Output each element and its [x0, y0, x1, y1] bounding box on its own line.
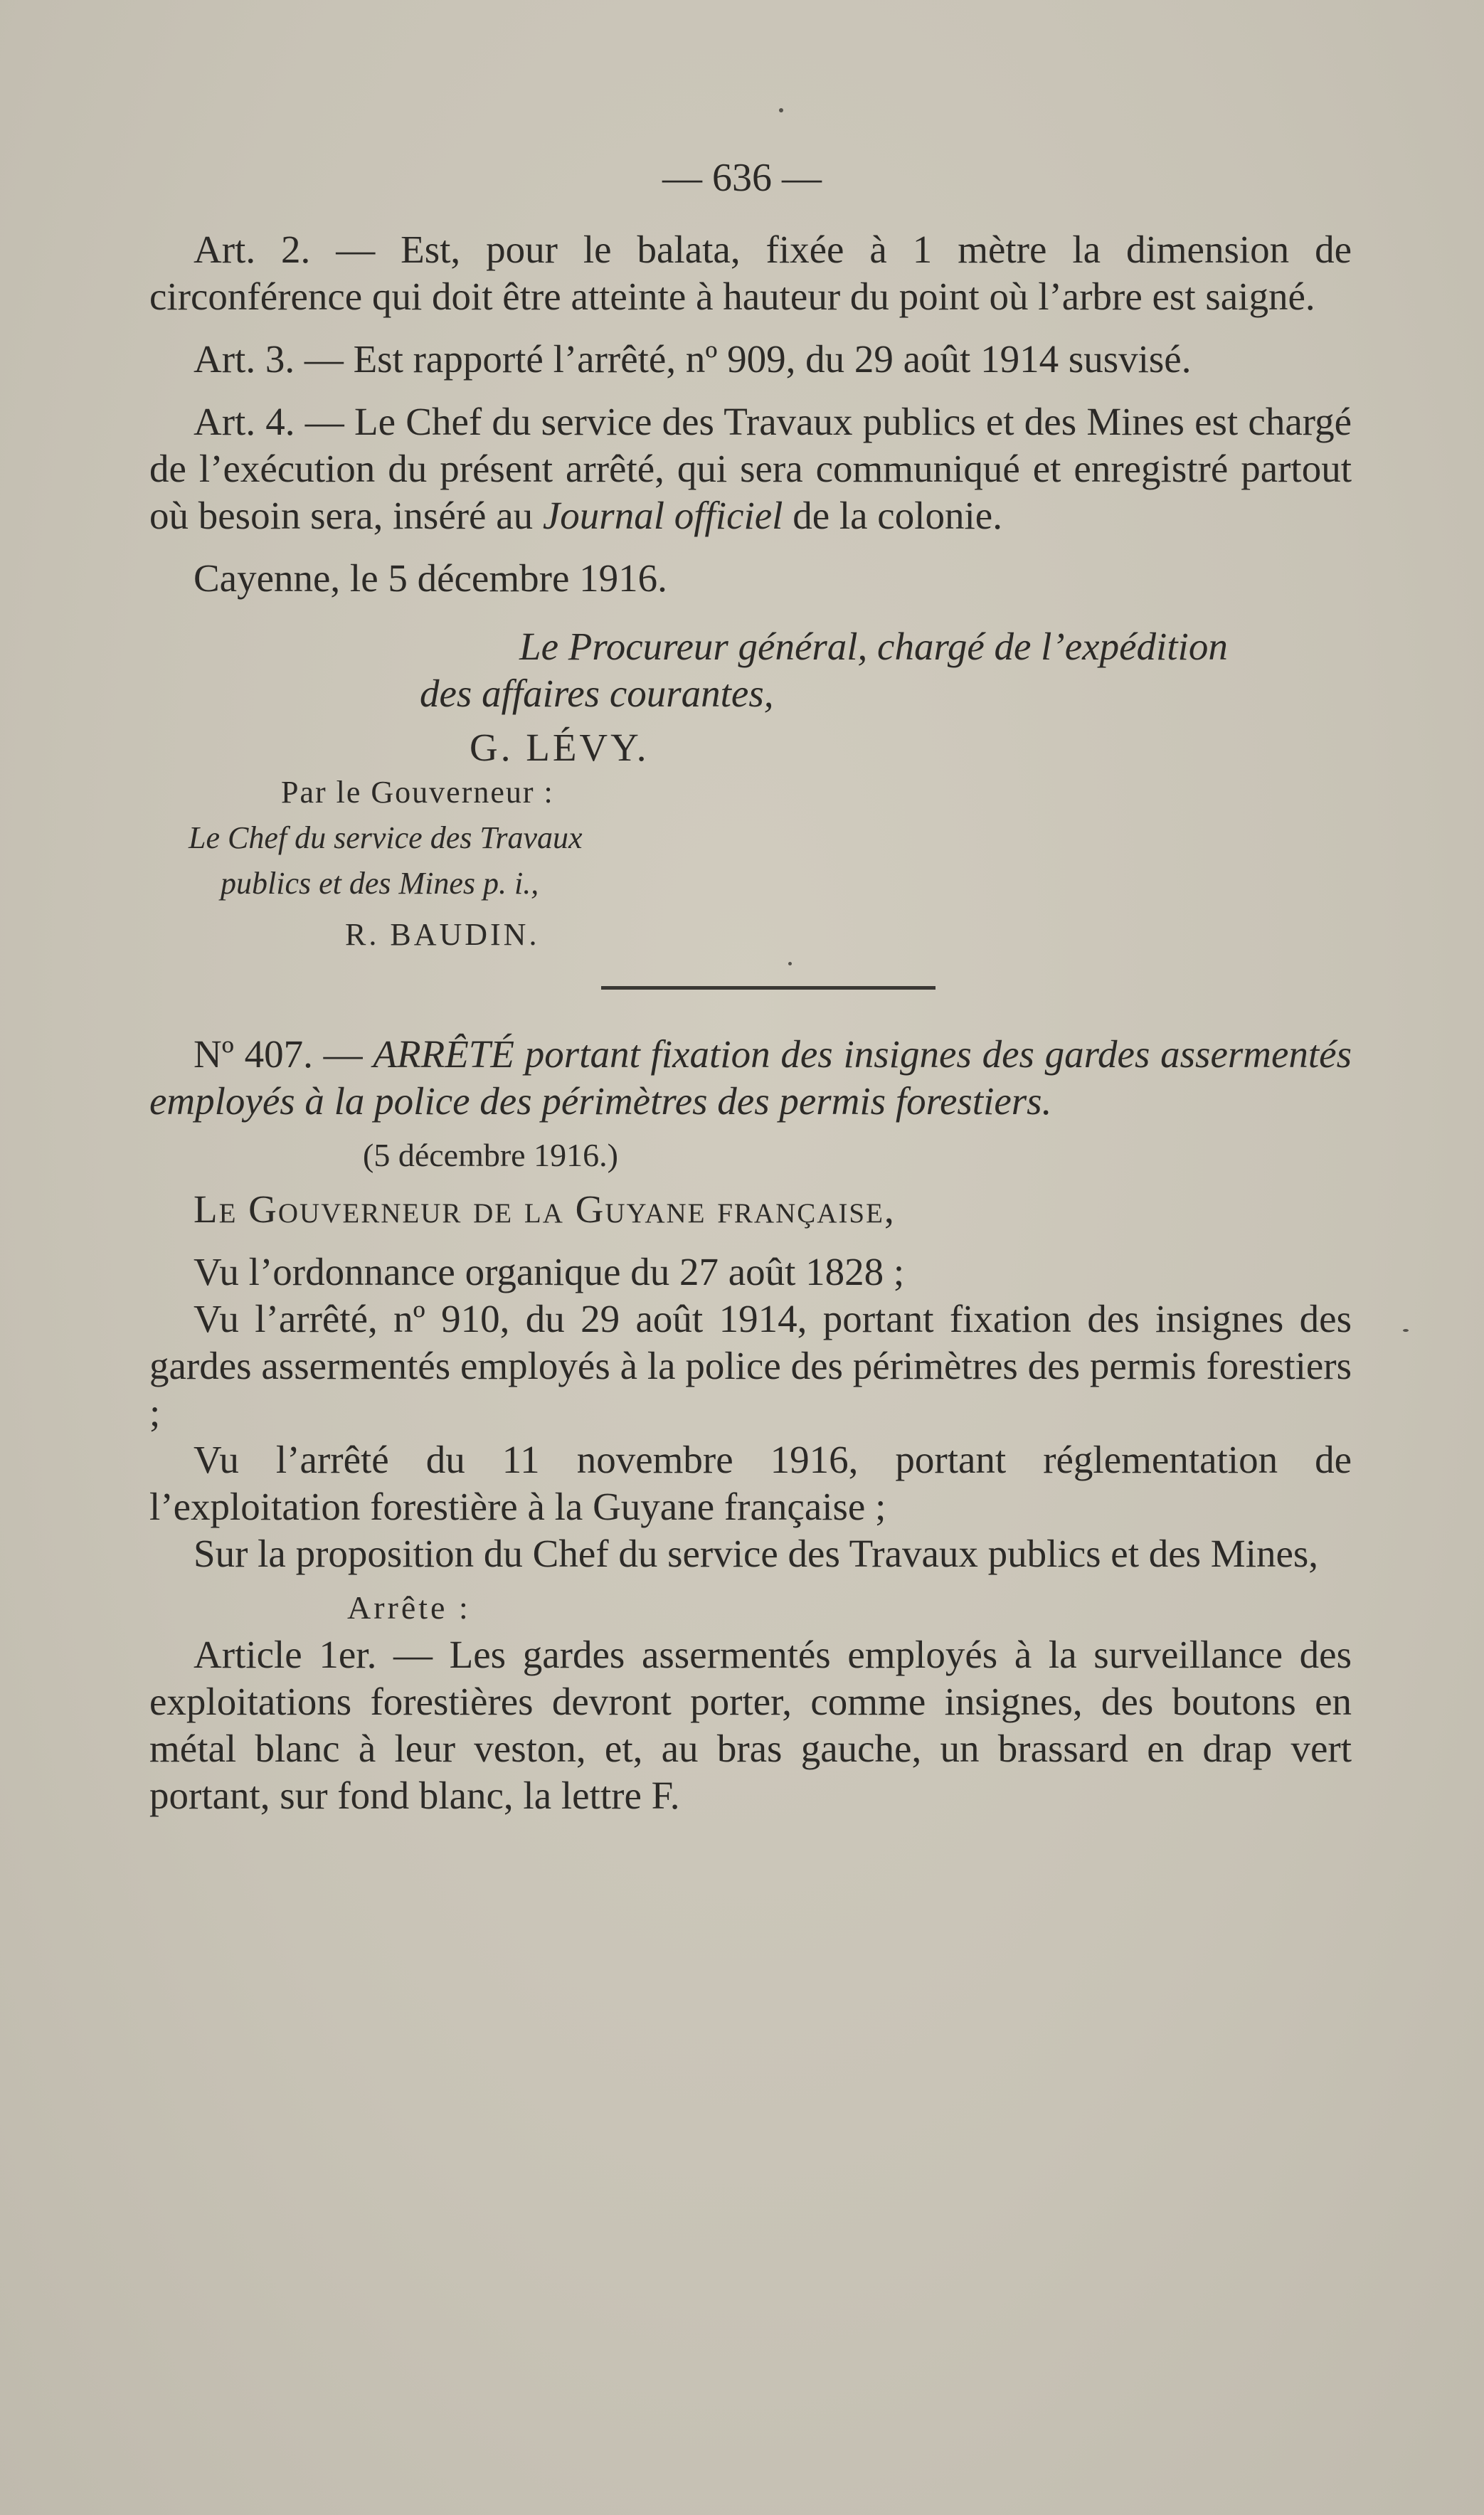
ink-speck [779, 108, 783, 112]
vu-ordonnance: Vu l’ordonnance organique du 27 août 1828 ; [194, 1250, 905, 1293]
countersign-name: R. BAUDIN. [345, 917, 540, 952]
article-4-end: de la colonie. [783, 494, 1002, 537]
journal-officiel: Journal officiel [542, 494, 783, 537]
article-4-text: Art. 4. — Le Chef du service des Travaux publics et des Mines est chargé de l’exécution du présent arrêté, qui sera communiqué et enregistré partout où besoin sera, inséré au [149, 400, 1352, 537]
countersign-line-1: Par le Gouverneur : [281, 775, 554, 810]
decree-heading [149, 1031, 1352, 1125]
arrete-heading: Arrête : [347, 1589, 471, 1626]
section-divider [601, 986, 936, 990]
signatory-name: G. LÉVY. [470, 726, 650, 769]
place-date: Cayenne, le 5 décembre 1916. [194, 556, 667, 600]
proposal: Sur la proposition du Chef du service des Travaux publics et des Mines, [194, 1532, 1319, 1575]
vu-arrete-11-novembre: Vu l’arrêté du 11 novembre 1916, portant réglementation de l’exploitation forestière à la Guyane française ; [149, 1438, 1352, 1528]
article-3: Art. 3. — Est rapporté l’arrêté, nº 909, du 29 août 1914 susvisé. [194, 337, 1192, 381]
decree-authority: Le Gouverneur de la Guyane française, [194, 1187, 896, 1231]
page-number: — 636 — [662, 156, 822, 200]
countersign-line-3: publics et des Mines p. i., [221, 866, 539, 901]
signatory-title-2: des affaires courantes, [420, 672, 774, 715]
decree-date: (5 décembre 1916.) [363, 1137, 618, 1173]
decree-title: ARRÊTÉ portant fixation des insignes des gardes assermentés employés à la police des périmètres des permis forestiers. [149, 1032, 1352, 1123]
article-2: Art. 2. — Est, pour le balata, fixée à 1 mètre la dimension de circonférence qui doit être atteinte à hauteur du point où l’arbre est saigné. [149, 228, 1352, 318]
vu-arrete-910: Vu l’arrêté, nº 910, du 29 août 1914, portant fixation des insignes des gardes assermentés employés à la police des périmètres des permis forestiers ; [149, 1297, 1352, 1434]
countersign-line-2: Le Chef du service des Travaux [189, 820, 583, 855]
article-1: Article 1er. — Les gardes assermentés employés à la surveillance des exploitations forestières devront porter, comme insignes, des boutons en métal blanc à leur veston, et, au bras gauche, un brassard en drap vert portant, sur fond blanc, la lettre F. [149, 1633, 1352, 1817]
decree-number: Nº 407. — [194, 1032, 373, 1076]
ink-speck [788, 962, 792, 965]
text-block [149, 226, 1352, 1819]
article-4 [149, 398, 1352, 539]
signatory-title-1: Le Procureur général, chargé de l’expédition [519, 625, 1228, 668]
ink-speck [1403, 1329, 1409, 1332]
